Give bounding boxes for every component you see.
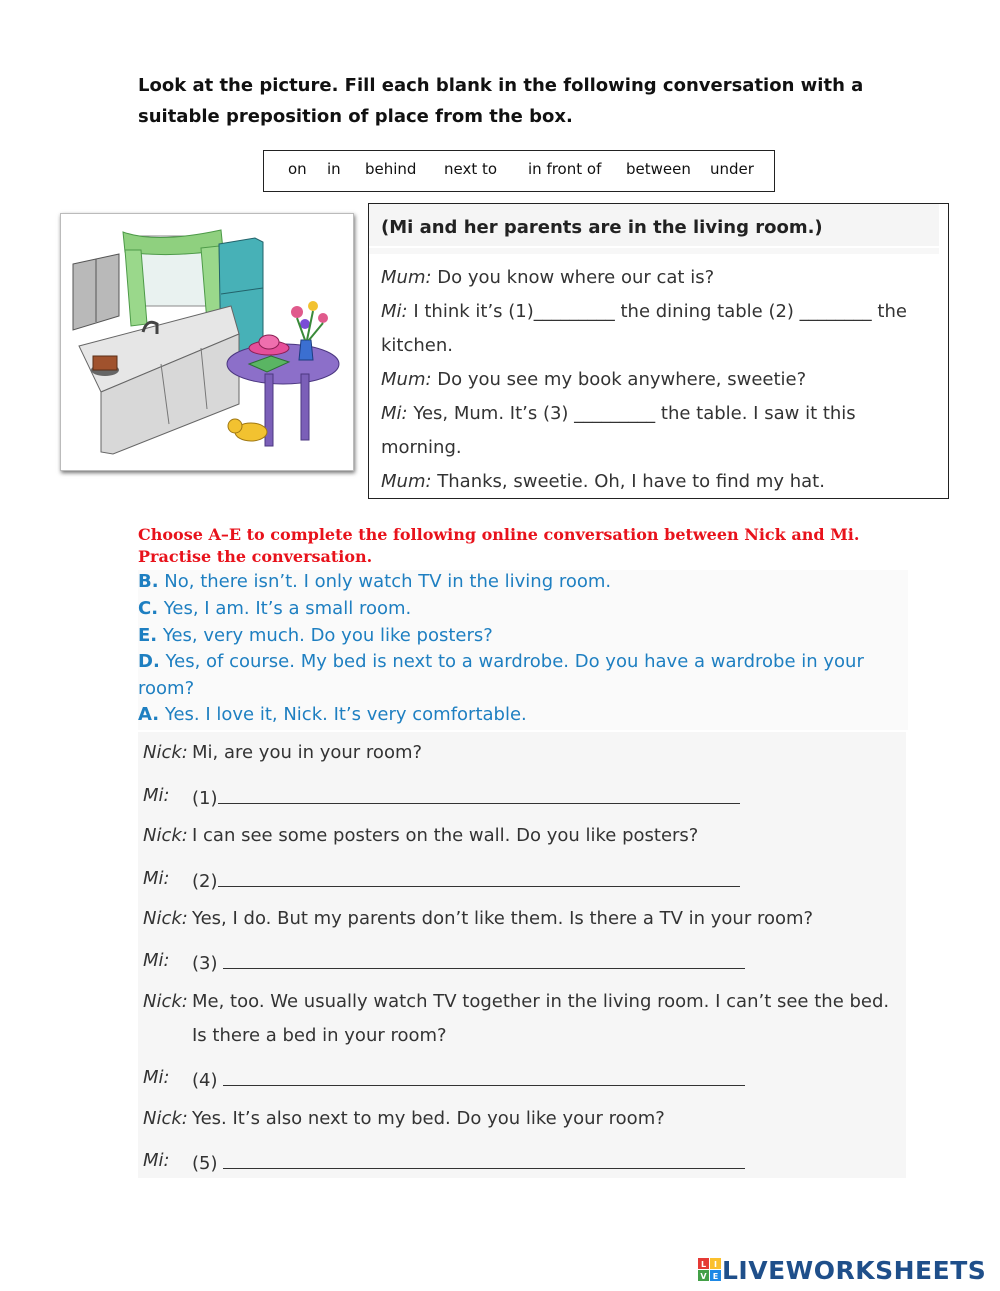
utterance: Yes. It’s also next to my bed. Do you like your room? [192, 1108, 665, 1129]
speaker-label: Mi: [143, 950, 170, 971]
logo-icon [698, 1258, 722, 1286]
dialogue-line [381, 301, 907, 322]
blank-number: (1) [192, 788, 218, 809]
answer-blank[interactable] [192, 1067, 745, 1091]
kitchen-drawing [61, 214, 353, 470]
conversation-panel [138, 732, 906, 1178]
answer-blank[interactable] [192, 950, 745, 974]
blank-number: (3) [192, 953, 218, 974]
option-text: No, there isn’t. I only watch TV in the living room. [164, 571, 612, 592]
option-text: Yes, of course. My bed is next to a wardrobe. Do you have a wardrobe in your [165, 651, 864, 672]
utterance: Yes, I do. But my parents don’t like them. Is there a TV in your room? [192, 908, 814, 929]
answer-blank[interactable] [192, 1150, 745, 1174]
word-box [263, 150, 775, 192]
dialogue-text: I think it’s (1)_________ the dining table (2) ________ the [413, 301, 907, 322]
speaker-label: Nick: [143, 825, 188, 846]
dialogue-speaker: Mi: [381, 301, 408, 322]
logo-text: LIVEWORKSHEETS [722, 1256, 987, 1285]
word-option: under [710, 160, 754, 178]
word-option: in front of [528, 160, 602, 178]
utterance: I can see some posters on the wall. Do you like posters? [192, 825, 699, 846]
speaker-label: Mi: [143, 1150, 170, 1171]
blank-line[interactable] [218, 868, 740, 887]
utterance: Me, too. We usually watch TV together in the living room. I can’t see the bed. [192, 991, 890, 1012]
logo-letter: E [712, 1272, 719, 1281]
dialogue-line [381, 369, 806, 390]
blank-line[interactable] [223, 950, 745, 969]
option-text: Yes, I am. It’s a small room. [163, 598, 412, 619]
dialogue-speaker: Mum: [381, 267, 432, 288]
logo-letter: V [700, 1272, 707, 1281]
option-letter: D. [138, 651, 160, 672]
blank-number: (4) [192, 1070, 218, 1091]
dialogue-speaker: Mi: [381, 403, 408, 424]
dialogue-text: Do you know where our cat is? [437, 267, 715, 288]
option-text: Yes, very much. Do you like posters? [162, 625, 493, 646]
dialogue-line [381, 471, 825, 492]
option-text: Yes. I love it, Nick. It’s very comfortable. [164, 704, 527, 725]
word-option: behind [365, 160, 417, 178]
dialogue-speaker: Mum: [381, 471, 432, 492]
word-option: next to [444, 160, 498, 178]
option-item [138, 625, 493, 646]
blank-number: (5) [192, 1153, 218, 1174]
dialogue-text: morning. [381, 437, 462, 458]
task2-instruction: Choose A–E to complete the following online conversation between Nick and Mi. Practise the conversation. [138, 525, 860, 566]
dialogue-box [368, 203, 949, 499]
dialogue-header-text: (Mi and her parents are in the living room.) [381, 217, 823, 238]
option-item [138, 598, 411, 619]
option-item [138, 678, 194, 699]
blank-line[interactable] [218, 785, 740, 804]
option-letter: A. [138, 704, 160, 725]
dialogue-text: kitchen. [381, 335, 453, 356]
speaker-label: Nick: [143, 991, 188, 1012]
option-letter: E. [138, 625, 158, 646]
dialogue-separator [369, 248, 939, 254]
dialogue-line [381, 437, 462, 458]
speaker-label: Mi: [143, 785, 170, 806]
dialogue-text: Do you see my book anywhere, sweetie? [437, 369, 807, 390]
option-item [138, 704, 527, 725]
speaker-label: Nick: [143, 1108, 188, 1129]
blank-number: (2) [192, 871, 218, 892]
answer-blank[interactable] [192, 868, 740, 892]
speaker-label: Nick: [143, 908, 188, 929]
blank-line[interactable] [223, 1150, 745, 1169]
speaker-label: Mi: [143, 1067, 170, 1088]
option-item [138, 571, 611, 592]
speaker-label: Mi: [143, 868, 170, 889]
kitchen-illustration [60, 213, 354, 471]
dialogue-speaker: Mum: [381, 369, 432, 390]
dialogue-line [381, 403, 856, 424]
dialogue-line [381, 335, 453, 356]
option-text: room? [138, 678, 195, 699]
speaker-label: Nick: [143, 742, 188, 763]
option-item [138, 651, 864, 672]
word-option: on [288, 160, 307, 178]
blank-line[interactable] [223, 1067, 745, 1086]
option-letter: C. [138, 598, 159, 619]
answer-blank[interactable] [192, 785, 740, 809]
instruction-text: Look at the picture. Fill each blank in the following conversation with a suitable preposition of place from the box. [138, 75, 864, 127]
logo-letter: I [714, 1260, 717, 1269]
dialogue-text: Yes, Mum. It’s (3) _________ the table. I saw it this [413, 403, 856, 424]
option-letter: B. [138, 571, 159, 592]
dialogue-line [381, 267, 714, 288]
utterance: Mi, are you in your room? [192, 742, 423, 763]
word-option: between [626, 160, 691, 178]
logo-letter: L [700, 1260, 707, 1269]
answer-options [138, 570, 908, 730]
dialogue-text: Thanks, sweetie. Oh, I have to find my hat. [437, 471, 825, 492]
dialogue-header [369, 204, 939, 246]
word-option: in [327, 160, 341, 178]
utterance: Is there a bed in your room? [192, 1025, 447, 1046]
